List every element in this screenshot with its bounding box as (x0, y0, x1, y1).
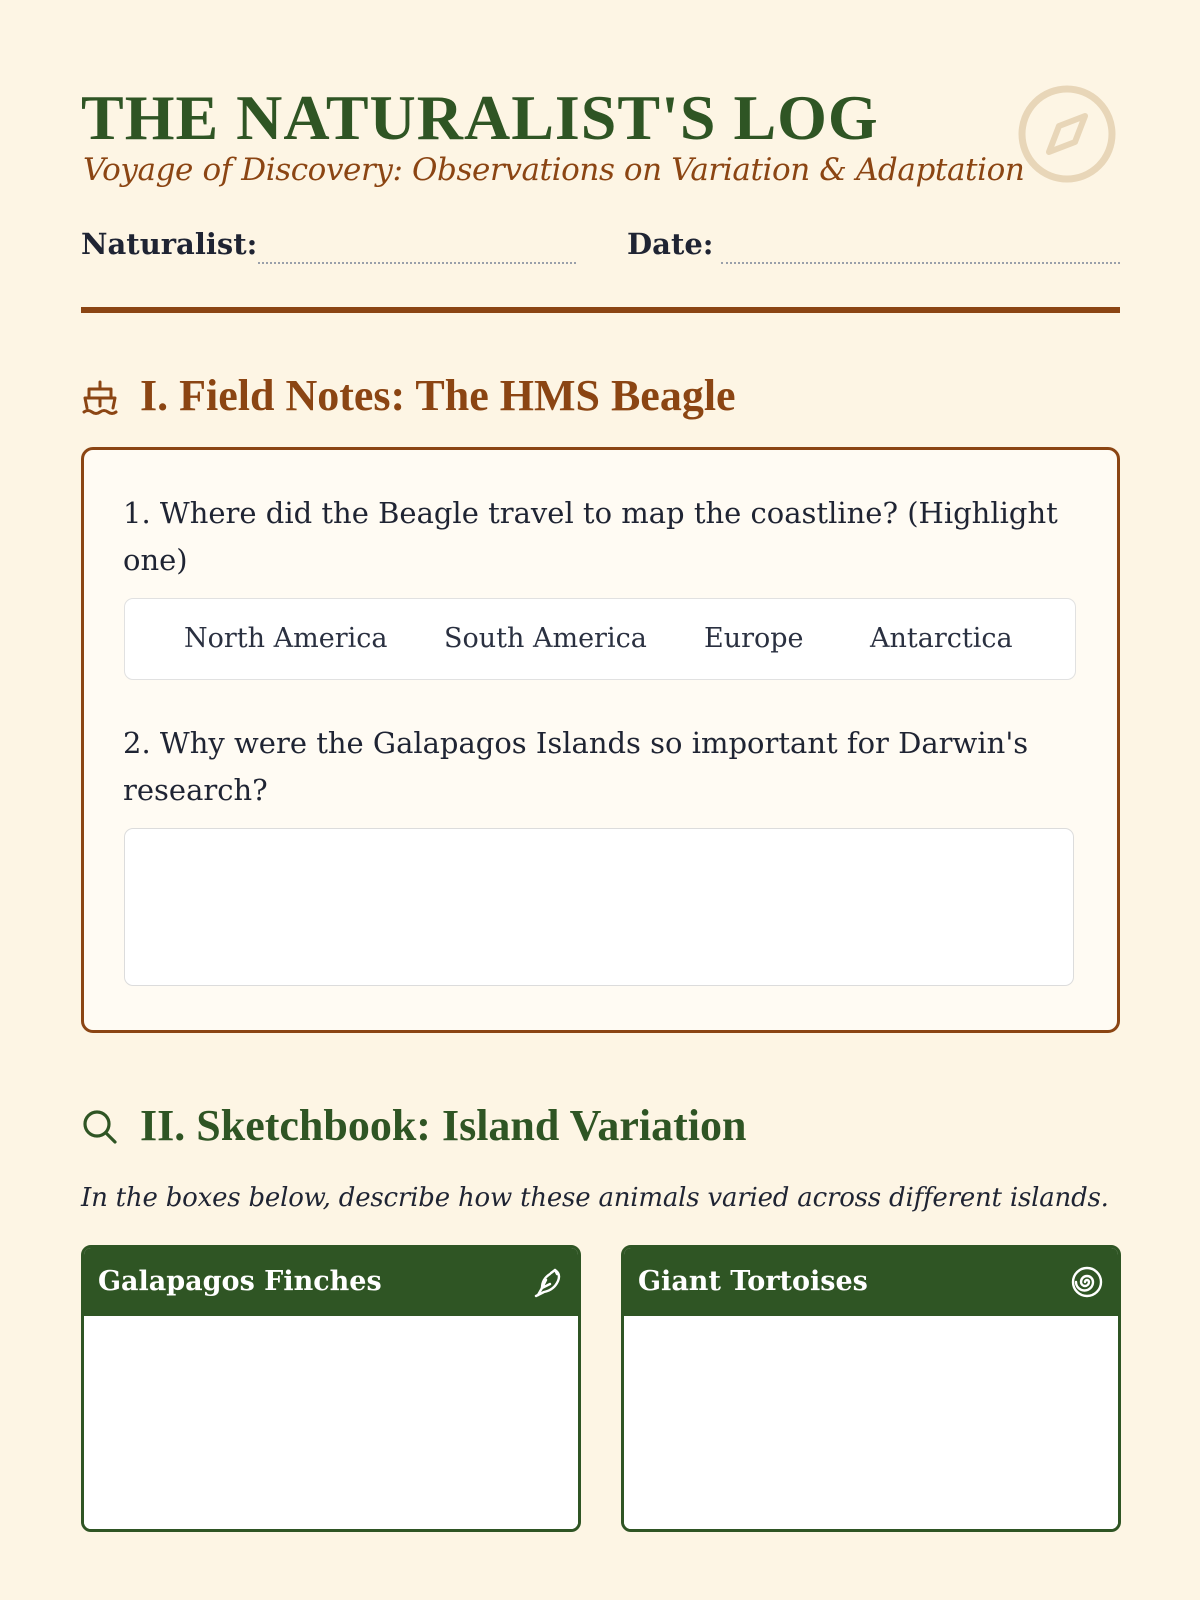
section-field-notes-title: I. Field Notes: The HMS Beagle (140, 371, 736, 420)
search-icon (81, 1108, 119, 1146)
option-north-america[interactable]: North America (184, 623, 388, 654)
option-europe[interactable]: Europe (704, 623, 804, 654)
naturalist-field[interactable] (258, 262, 576, 264)
date-field[interactable] (721, 262, 1120, 264)
header-meta-row (81, 222, 1120, 266)
finches-card-title: Galapagos Finches (98, 1266, 382, 1297)
finches-card-header (84, 1248, 578, 1316)
section-sketchbook-title: II. Sketchbook: Island Variation (140, 1101, 747, 1150)
section-sketchbook-heading (81, 1096, 1120, 1156)
question-2-answer-box[interactable] (124, 828, 1074, 986)
option-south-america[interactable]: South America (444, 623, 647, 654)
question-2: 2. Why were the Galapagos Islands so important for Darwin's research? (123, 726, 1029, 807)
question-1: 1. Where did the Beagle travel to map the coastline? (Highlight one) (123, 496, 1058, 577)
tortoises-card (621, 1245, 1121, 1532)
finches-card (81, 1245, 581, 1532)
tortoises-notes-area[interactable] (624, 1316, 1118, 1529)
option-antarctica[interactable]: Antarctica (870, 623, 1013, 654)
page-title: THE NATURALIST'S LOG (81, 82, 879, 153)
section-field-notes-heading (81, 366, 1120, 426)
compass-icon (1017, 84, 1117, 184)
header-divider (81, 307, 1120, 313)
page-subtitle: Voyage of Discovery: Observations on Variation & Adaptation (83, 152, 1025, 188)
sketchbook-instruction: In the boxes below, describe how these animals varied across different islands. (81, 1183, 1109, 1213)
tortoises-card-header (624, 1248, 1118, 1316)
finches-notes-area[interactable] (84, 1316, 578, 1529)
naturalist-label: Naturalist: (81, 227, 258, 261)
location-options (124, 598, 1076, 680)
tortoises-card-title: Giant Tortoises (638, 1266, 868, 1297)
ship-icon (81, 378, 119, 416)
bird-icon (530, 1265, 564, 1299)
spiral-shell-icon (1070, 1265, 1104, 1299)
date-label: Date: (627, 227, 714, 261)
